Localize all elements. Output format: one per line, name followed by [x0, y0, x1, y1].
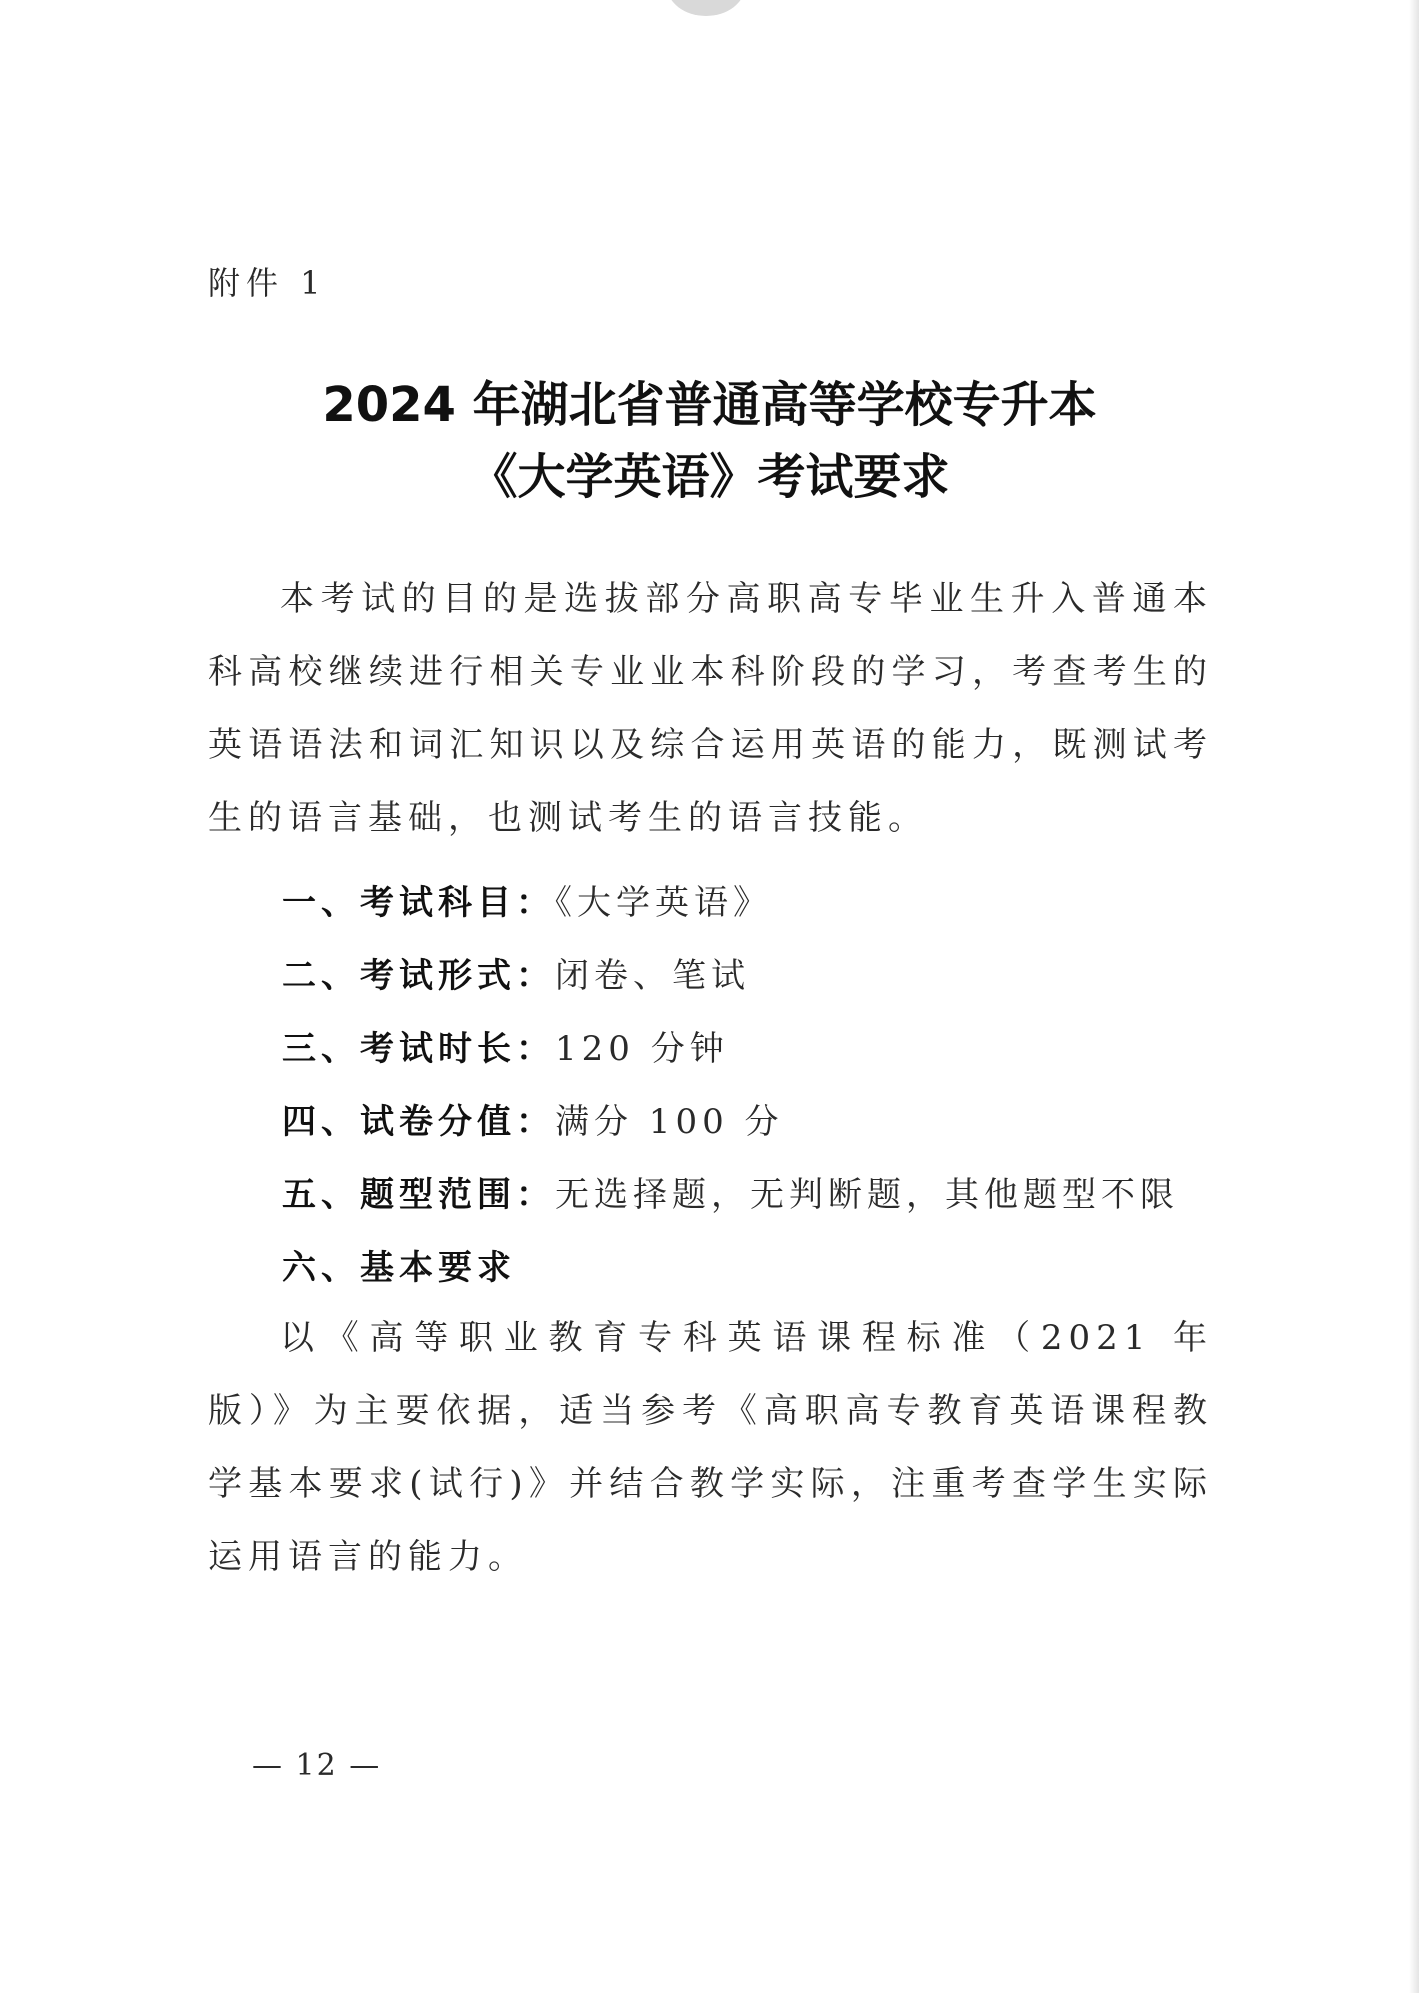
- item-exam-score: [282, 1094, 784, 1143]
- item-value: 《大学英语》: [555, 883, 772, 923]
- item-value: 120 分钟: [555, 1029, 729, 1069]
- page-number: — 12 —: [252, 1748, 382, 1783]
- document-title-line-1: 2024 年湖北省普通高等学校专升本: [322, 377, 1097, 433]
- intro-paragraph: 本考试的目的是选拔部分高职高专毕业生升入普通本科高校继续进行相关专业业本科阶段的学习，考查考生的英语语法和词汇知识以及综合运用英语的能力，既测试考生的语言基础，也测试考生的语言技能。: [208, 579, 1213, 838]
- attachment-label: 附件 1: [208, 264, 327, 302]
- document-title-line-2: 《大学英语》考试要求: [469, 449, 950, 505]
- item-value: 无选择题，无判断题，其他题型不限: [555, 1175, 1179, 1215]
- page-edge-shadow: [1409, 0, 1419, 1993]
- punch-hole: [667, 0, 745, 16]
- item-exam-duration: [282, 1021, 729, 1070]
- item-label: 一、考试科目：: [282, 883, 555, 923]
- item-exam-subject: [282, 875, 772, 924]
- item-exam-format: [282, 948, 750, 997]
- item-label: 三、考试时长：: [282, 1029, 555, 1069]
- item-label: 五、题型范围：: [282, 1175, 555, 1215]
- item-label: 四、试卷分值：: [282, 1102, 555, 1142]
- item-question-types: [282, 1167, 1179, 1216]
- item-value: 满分 100 分: [555, 1102, 784, 1142]
- item-label: 二、考试形式：: [282, 956, 555, 996]
- item-basic-requirements: [282, 1240, 516, 1289]
- item-label: 六、基本要求: [282, 1248, 516, 1288]
- item-value: 闭卷、笔试: [555, 956, 750, 996]
- requirements-paragraph: 以《高等职业教育专科英语课程标准（2021 年版）》为主要依据，适当参考《高职高专教育英语课程教学基本要求(试行)》并结合教学实际，注重考查学生实际运用语言的能力。: [208, 1318, 1213, 1577]
